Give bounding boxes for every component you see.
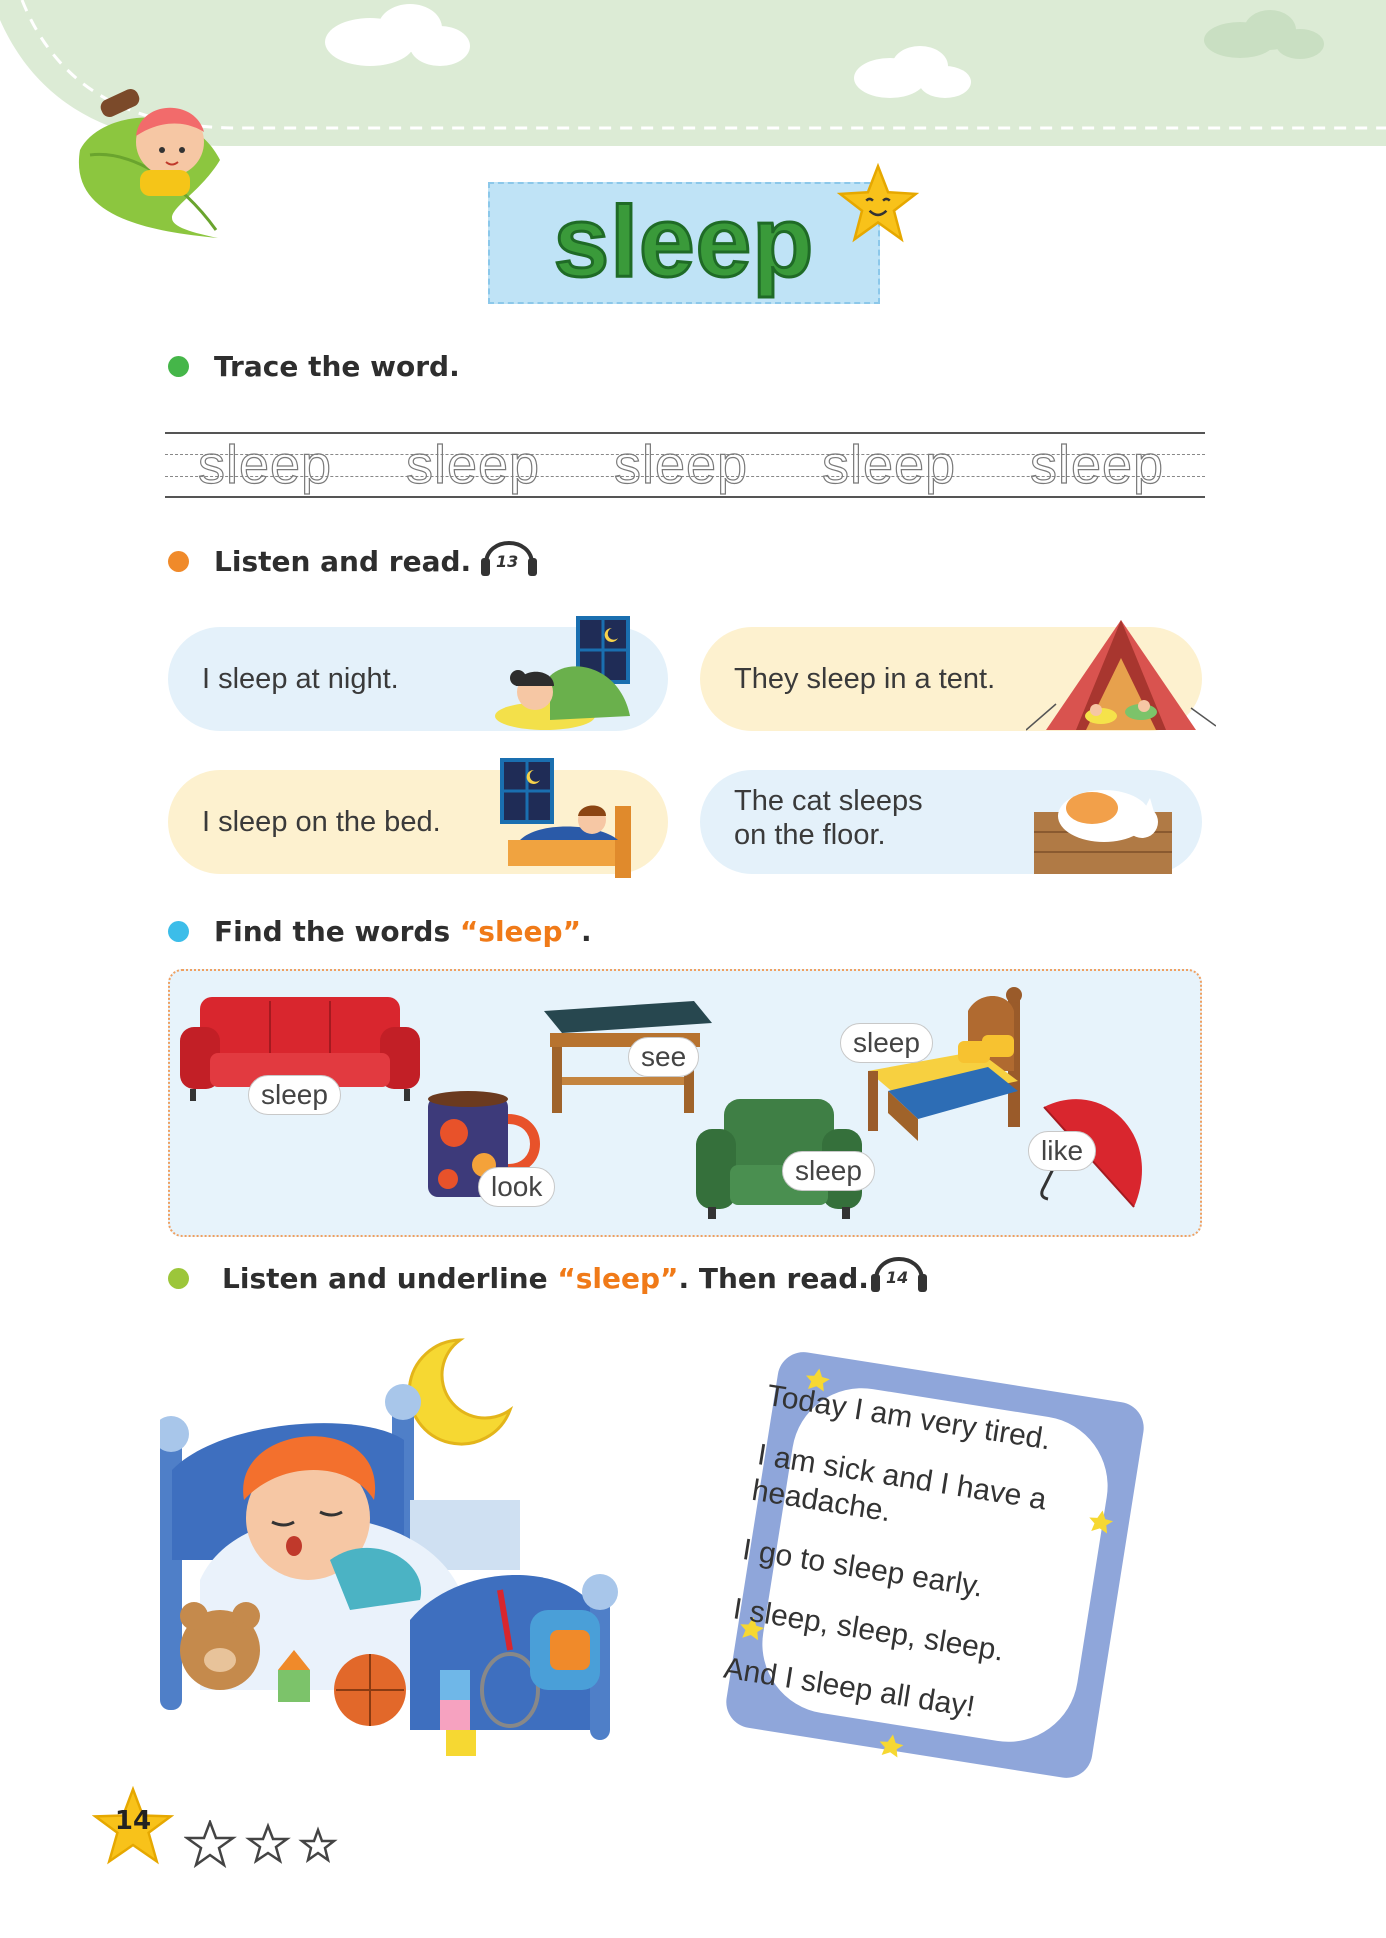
girl-on-leaf-icon [70,70,240,240]
trace-word[interactable]: sleep [614,435,749,495]
card-sentence: on the floor. [734,819,886,851]
star-outline-icon [302,1830,334,1860]
trace-word[interactable]: sleep [406,435,541,495]
word-label[interactable]: sleep [248,1075,341,1115]
highlight-word: “sleep” [557,1262,679,1295]
track-number: 14 [886,1268,909,1287]
bullet-dot [168,921,189,942]
section-heading-underline: Listen and underline “sleep”. Then read. [222,1262,869,1295]
bullet-dot [168,356,189,377]
headphones-icon[interactable] [868,1244,930,1294]
card-sentence: The cat sleeps [734,785,923,817]
word-label[interactable]: look [478,1167,555,1207]
trace-word[interactable]: sleep [1030,435,1165,495]
word-label[interactable]: see [628,1037,699,1077]
poem-line[interactable]: I go to sleep early. [740,1533,986,1604]
poem-text [717,1378,1125,1766]
cat-on-floor-icon [1034,782,1172,874]
headphones-icon[interactable] [478,528,540,578]
find-words-panel [168,969,1202,1237]
poem-line[interactable]: I sleep, sleep, sleep. [730,1592,1007,1668]
card-sentence: They sleep in a tent. [734,663,996,695]
word-label[interactable]: like [1028,1131,1096,1171]
section-heading-trace: Trace the word. [214,350,460,383]
girl-sleeping-night-icon [490,616,640,736]
star-outline-icon [249,1826,287,1861]
bullet-dot [168,551,189,572]
page-title: sleep [553,186,815,298]
poem-line[interactable]: And I sleep all day! [721,1651,978,1724]
poem-line[interactable]: I am sick and I have a headache. [749,1438,1049,1529]
page-number: 14 [114,1806,152,1836]
sick-boy-in-bed-illustration [160,1330,640,1760]
card-sentence: I sleep at night. [202,663,399,695]
word-label[interactable]: sleep [840,1023,933,1063]
trace-word[interactable]: sleep [822,435,957,495]
section-heading-listen-read: Listen and read. [214,545,472,578]
trace-word[interactable]: sleep [198,435,333,495]
card-sentence: I sleep on the bed. [202,806,441,838]
title-box [488,182,880,304]
section-heading-find: Find the words “sleep”. [214,915,592,948]
smiling-star-icon [836,162,920,246]
word-label[interactable]: sleep [782,1151,875,1191]
poem-line[interactable]: Today I am very tired. [764,1378,1054,1457]
boy-in-bed-icon [500,758,640,878]
bullet-dot [168,1268,189,1289]
highlight-word: “sleep” [459,915,581,948]
tracing-lines [165,428,1205,500]
track-number: 13 [496,552,519,571]
rating-stars [184,1820,340,1868]
tent-icon [1026,618,1216,736]
star-outline-icon [187,1822,233,1865]
